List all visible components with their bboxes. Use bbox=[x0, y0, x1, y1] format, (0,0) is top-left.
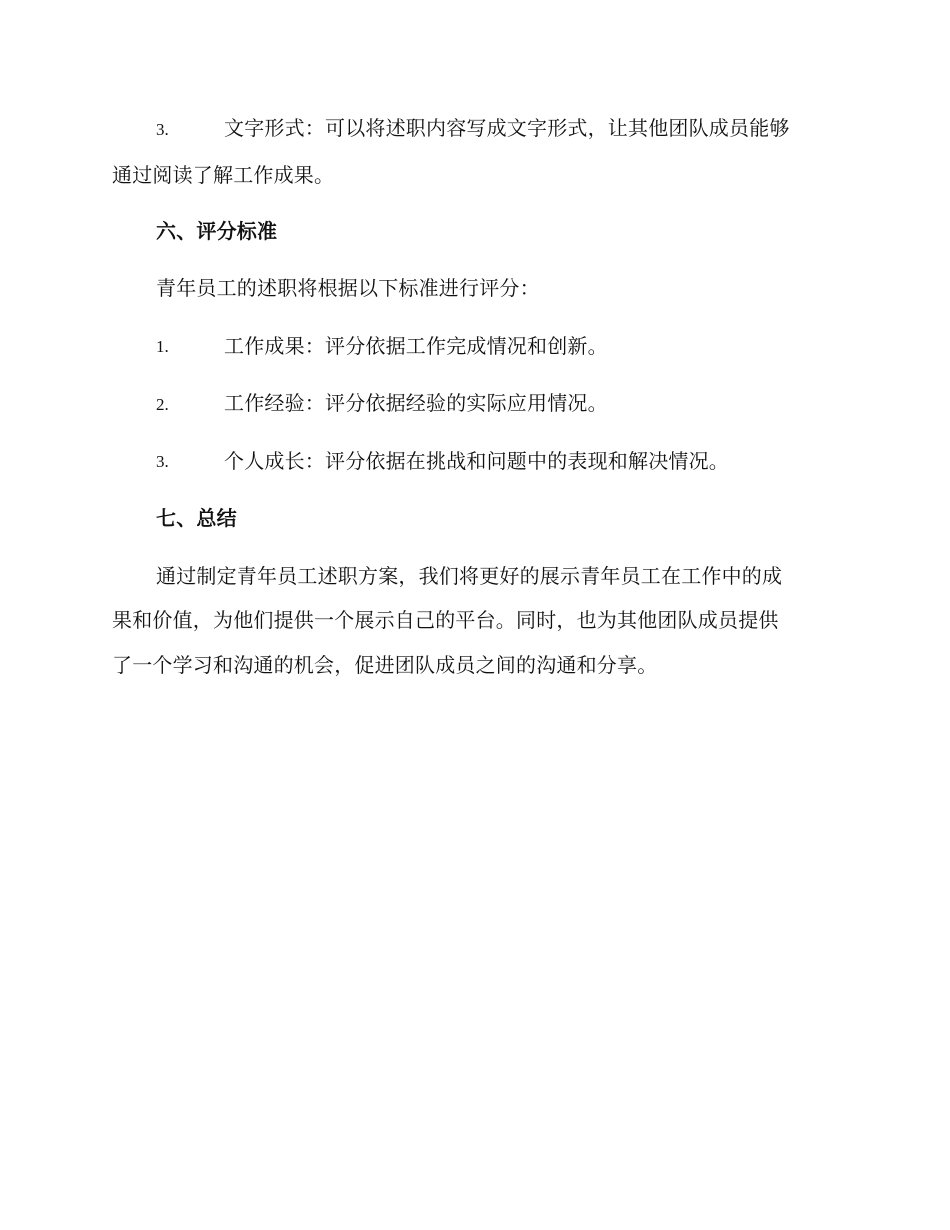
list-item-number: 2. bbox=[156, 395, 169, 414]
paragraph-line: 通过制定青年员工述职方案，我们将更好的展示青年员工在工作中的成 bbox=[156, 564, 783, 588]
section-heading: 六、评分标准 bbox=[156, 219, 278, 243]
list-item-number: 3. bbox=[156, 452, 169, 471]
list-item-number: 3. bbox=[156, 120, 169, 139]
section-heading: 七、总结 bbox=[156, 506, 237, 530]
list-item-text: 工作成果：评分依据工作完成情况和创新。 bbox=[224, 334, 608, 358]
paragraph-line: 果和价值，为他们提供一个展示自己的平台。同时，也为其他团队成员提供 bbox=[112, 608, 779, 632]
list-item-text: 工作经验：评分依据经验的实际应用情况。 bbox=[224, 391, 608, 415]
paragraph-line: 了一个学习和沟通的机会，促进团队成员之间的沟通和分享。 bbox=[112, 653, 658, 677]
list-item-number: 1. bbox=[156, 337, 169, 356]
list-item-text-continued: 通过阅读了解工作成果。 bbox=[112, 163, 335, 187]
list-item-text: 文字形式：可以将述职内容写成文字形式，让其他团队成员能够 bbox=[224, 116, 790, 140]
section-intro: 青年员工的述职将根据以下标准进行评分： bbox=[156, 276, 540, 300]
list-item-text: 个人成长：评分依据在挑战和问题中的表现和解决情况。 bbox=[224, 449, 729, 473]
